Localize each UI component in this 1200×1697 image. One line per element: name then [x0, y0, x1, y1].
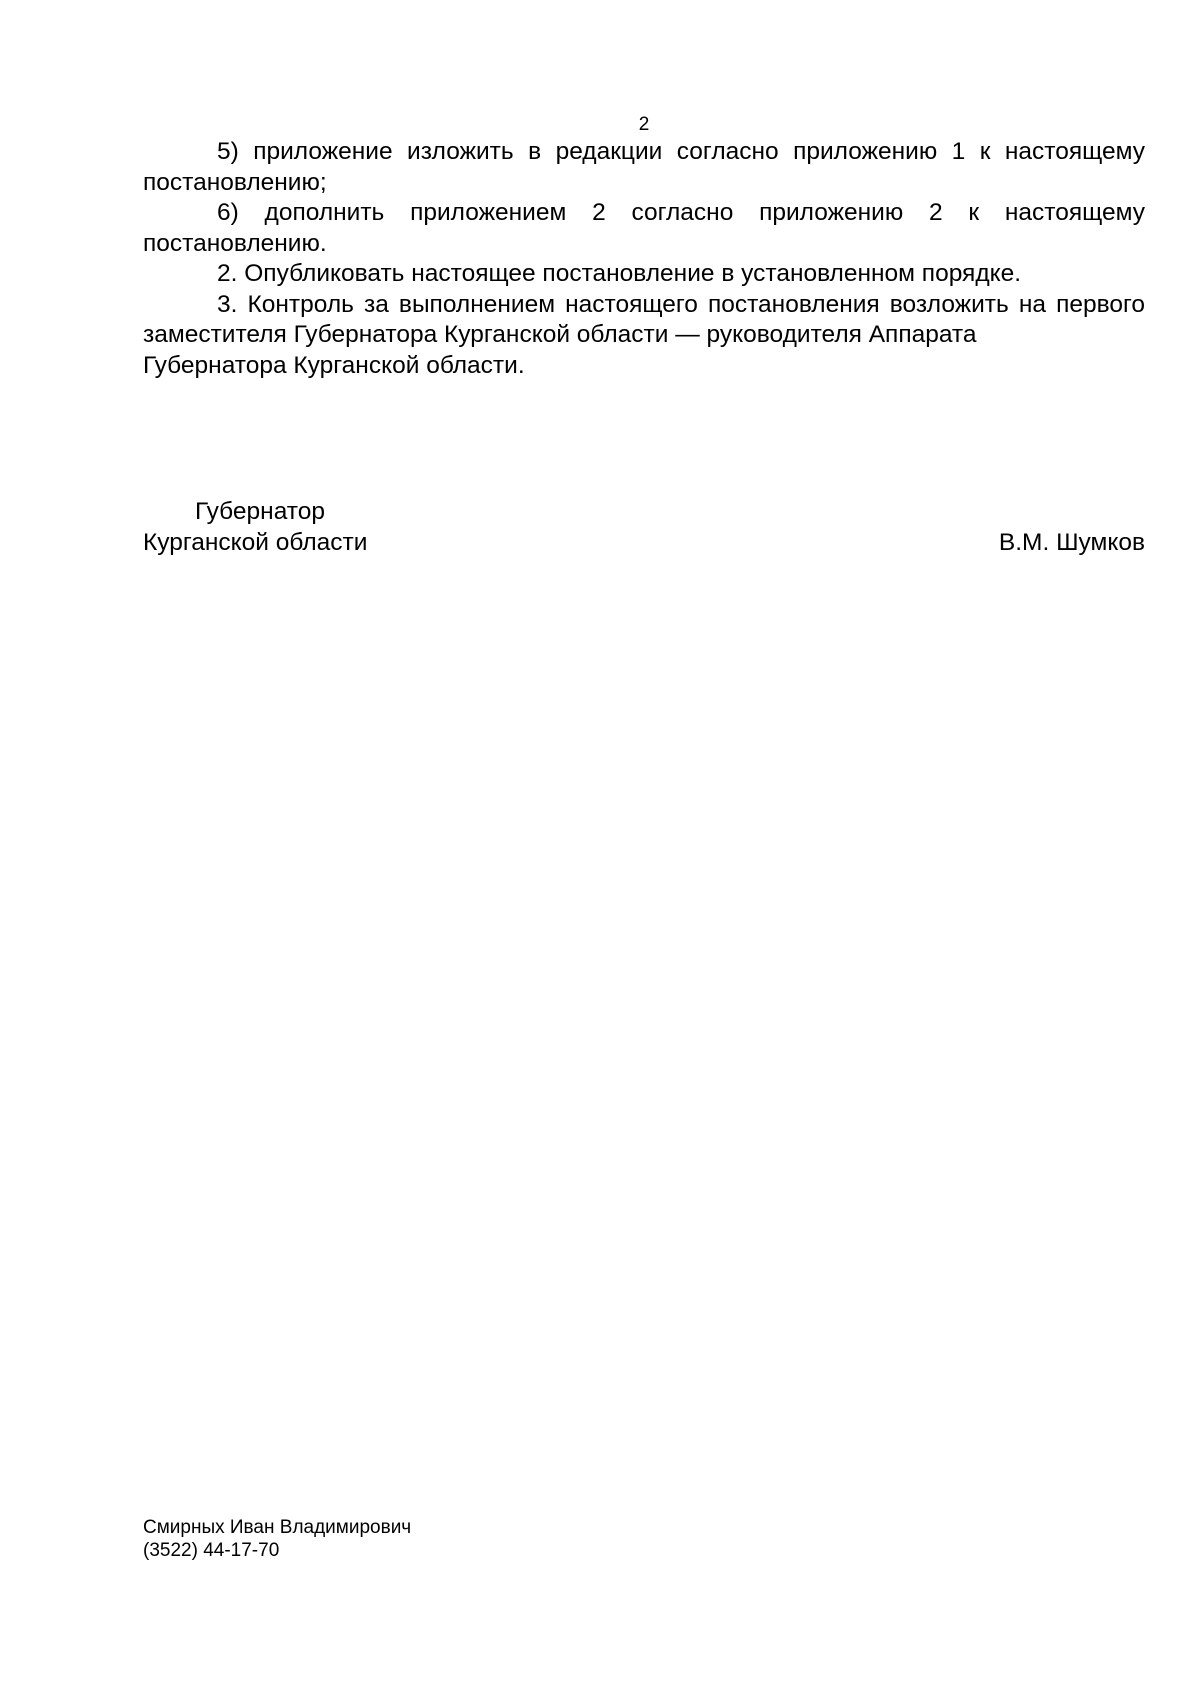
executor-block	[143, 1516, 411, 1562]
signature-row	[143, 528, 1145, 559]
signature-position-title: Губернатор	[195, 498, 325, 525]
paragraph-control: 3. Контроль за выполнением настоящего постановления возложить на первого заместителя Губернатора Курганской области — руководителя Аппарата	[143, 290, 1145, 348]
executor-name: Смирных Иван Владимирович	[143, 1517, 412, 1538]
paragraph-item-5: 5) приложение изложить в редакции согласно приложению 1 к настоящему постановлению;	[143, 138, 1145, 196]
page-number: 2	[638, 114, 650, 135]
signatory-name: В.М. Шумков	[998, 528, 1145, 556]
executor-phone: (3522) 44-17-70	[143, 1540, 280, 1561]
document-body	[143, 137, 1145, 381]
paragraph-control-end: Губернатора Курганской области.	[143, 351, 525, 379]
signature-position-region: Курганской области	[143, 528, 368, 556]
paragraph-publish: 2. Опубликовать настоящее постановление в установленном порядке.	[217, 260, 1022, 287]
paragraph-item-6: 6) дополнить приложением 2 согласно приложению 2 к настоящему постановлению.	[143, 199, 1145, 257]
signature-block	[143, 497, 1145, 558]
